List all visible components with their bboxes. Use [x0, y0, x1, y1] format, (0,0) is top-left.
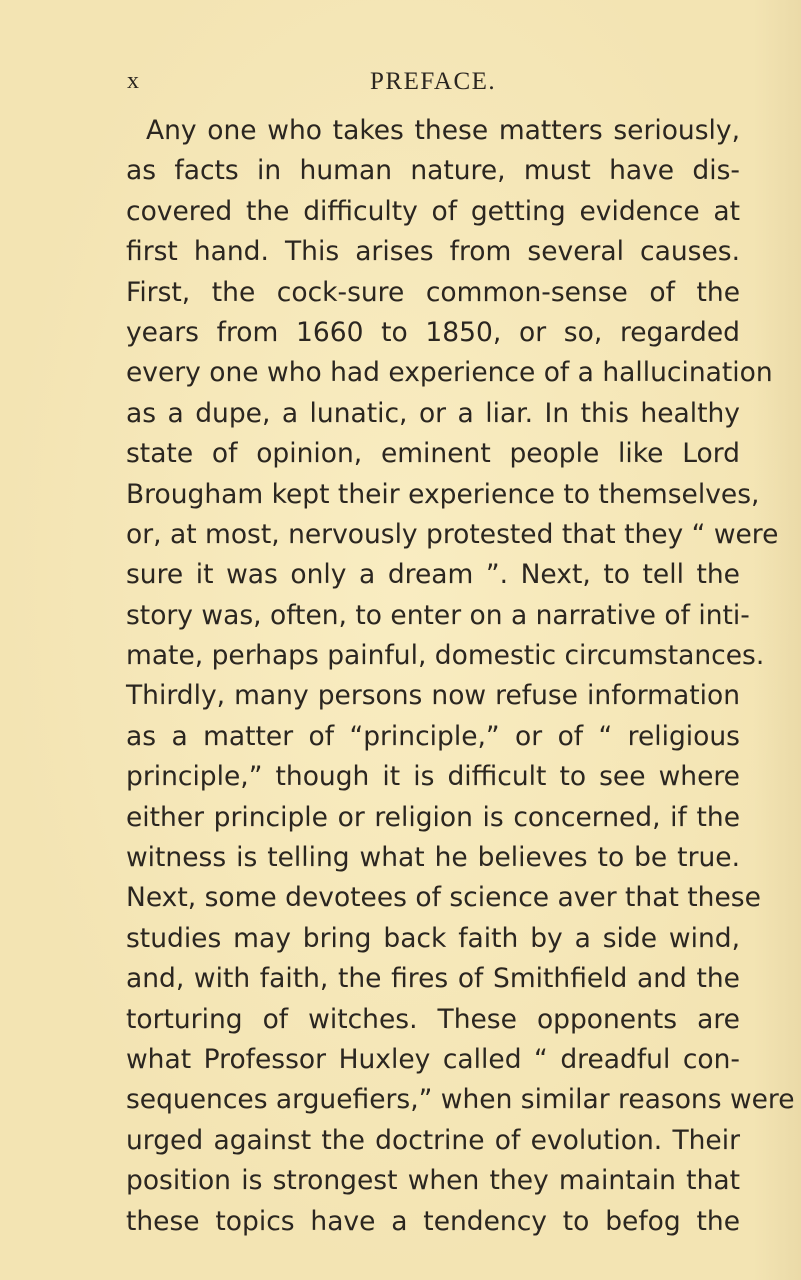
text-line: position is strongest when they maintain that: [126, 1165, 740, 1197]
text-line: as a matter of “principle,” or of “ religious: [126, 720, 740, 752]
text-line: and, with faith, the fires of Smithfield and the: [126, 963, 740, 995]
text-line: these topics have a tendency to befog the: [126, 1205, 740, 1237]
text-line: every one who had experience of a hallucination: [126, 357, 773, 389]
text-line: witness is telling what he believes to be true.: [126, 842, 740, 874]
text-line: years from 1660 to 1850, or so, regarded: [126, 316, 740, 348]
text-line: urged against the doctrine of evolution. Their: [126, 1124, 740, 1156]
text-line: as a dupe, a lunatic, or a liar. In this healthy: [126, 397, 740, 429]
page-number: x: [127, 68, 140, 94]
text-line: Thirdly, many persons now refuse information: [126, 680, 740, 712]
text-line: sequences arguefiers,” when similar reasons were: [126, 1084, 795, 1116]
text-line: covered the difficulty of getting evidence at: [126, 195, 740, 227]
text-line: first hand. This arises from several causes.: [126, 236, 740, 268]
text-line: Next, some devotees of science aver that these: [126, 882, 761, 914]
running-head: PREFACE.: [370, 68, 497, 95]
text-line: torturing of witches. These opponents are: [126, 1003, 740, 1035]
text-line: sure it was only a dream ”. Next, to tell the: [126, 559, 740, 591]
text-line: Any one who takes these matters seriously,: [146, 115, 740, 146]
text-line: Brougham kept their experience to themselves,: [126, 478, 760, 510]
text-line: story was, often, to enter on a narrative of inti-: [126, 599, 750, 631]
page-header: [0, 68, 801, 98]
text-line: or, at most, nervously protested that they “ were: [126, 518, 779, 550]
text-line: First, the cock-sure common-sense of the: [126, 276, 740, 308]
text-line: as facts in human nature, must have dis-: [126, 155, 740, 187]
body-text: [126, 111, 795, 1242]
text-line: state of opinion, eminent people like Lord: [126, 438, 740, 470]
text-line: either principle or religion is concerned, if the: [126, 801, 740, 833]
text-line: studies may bring back faith by a side wind,: [126, 922, 740, 954]
text-line: principle,” though it is difficult to see where: [126, 761, 740, 793]
text-line: what Professor Huxley called “ dreadful con-: [126, 1043, 740, 1075]
text-line: mate, perhaps painful, domestic circumstances.: [126, 640, 765, 672]
